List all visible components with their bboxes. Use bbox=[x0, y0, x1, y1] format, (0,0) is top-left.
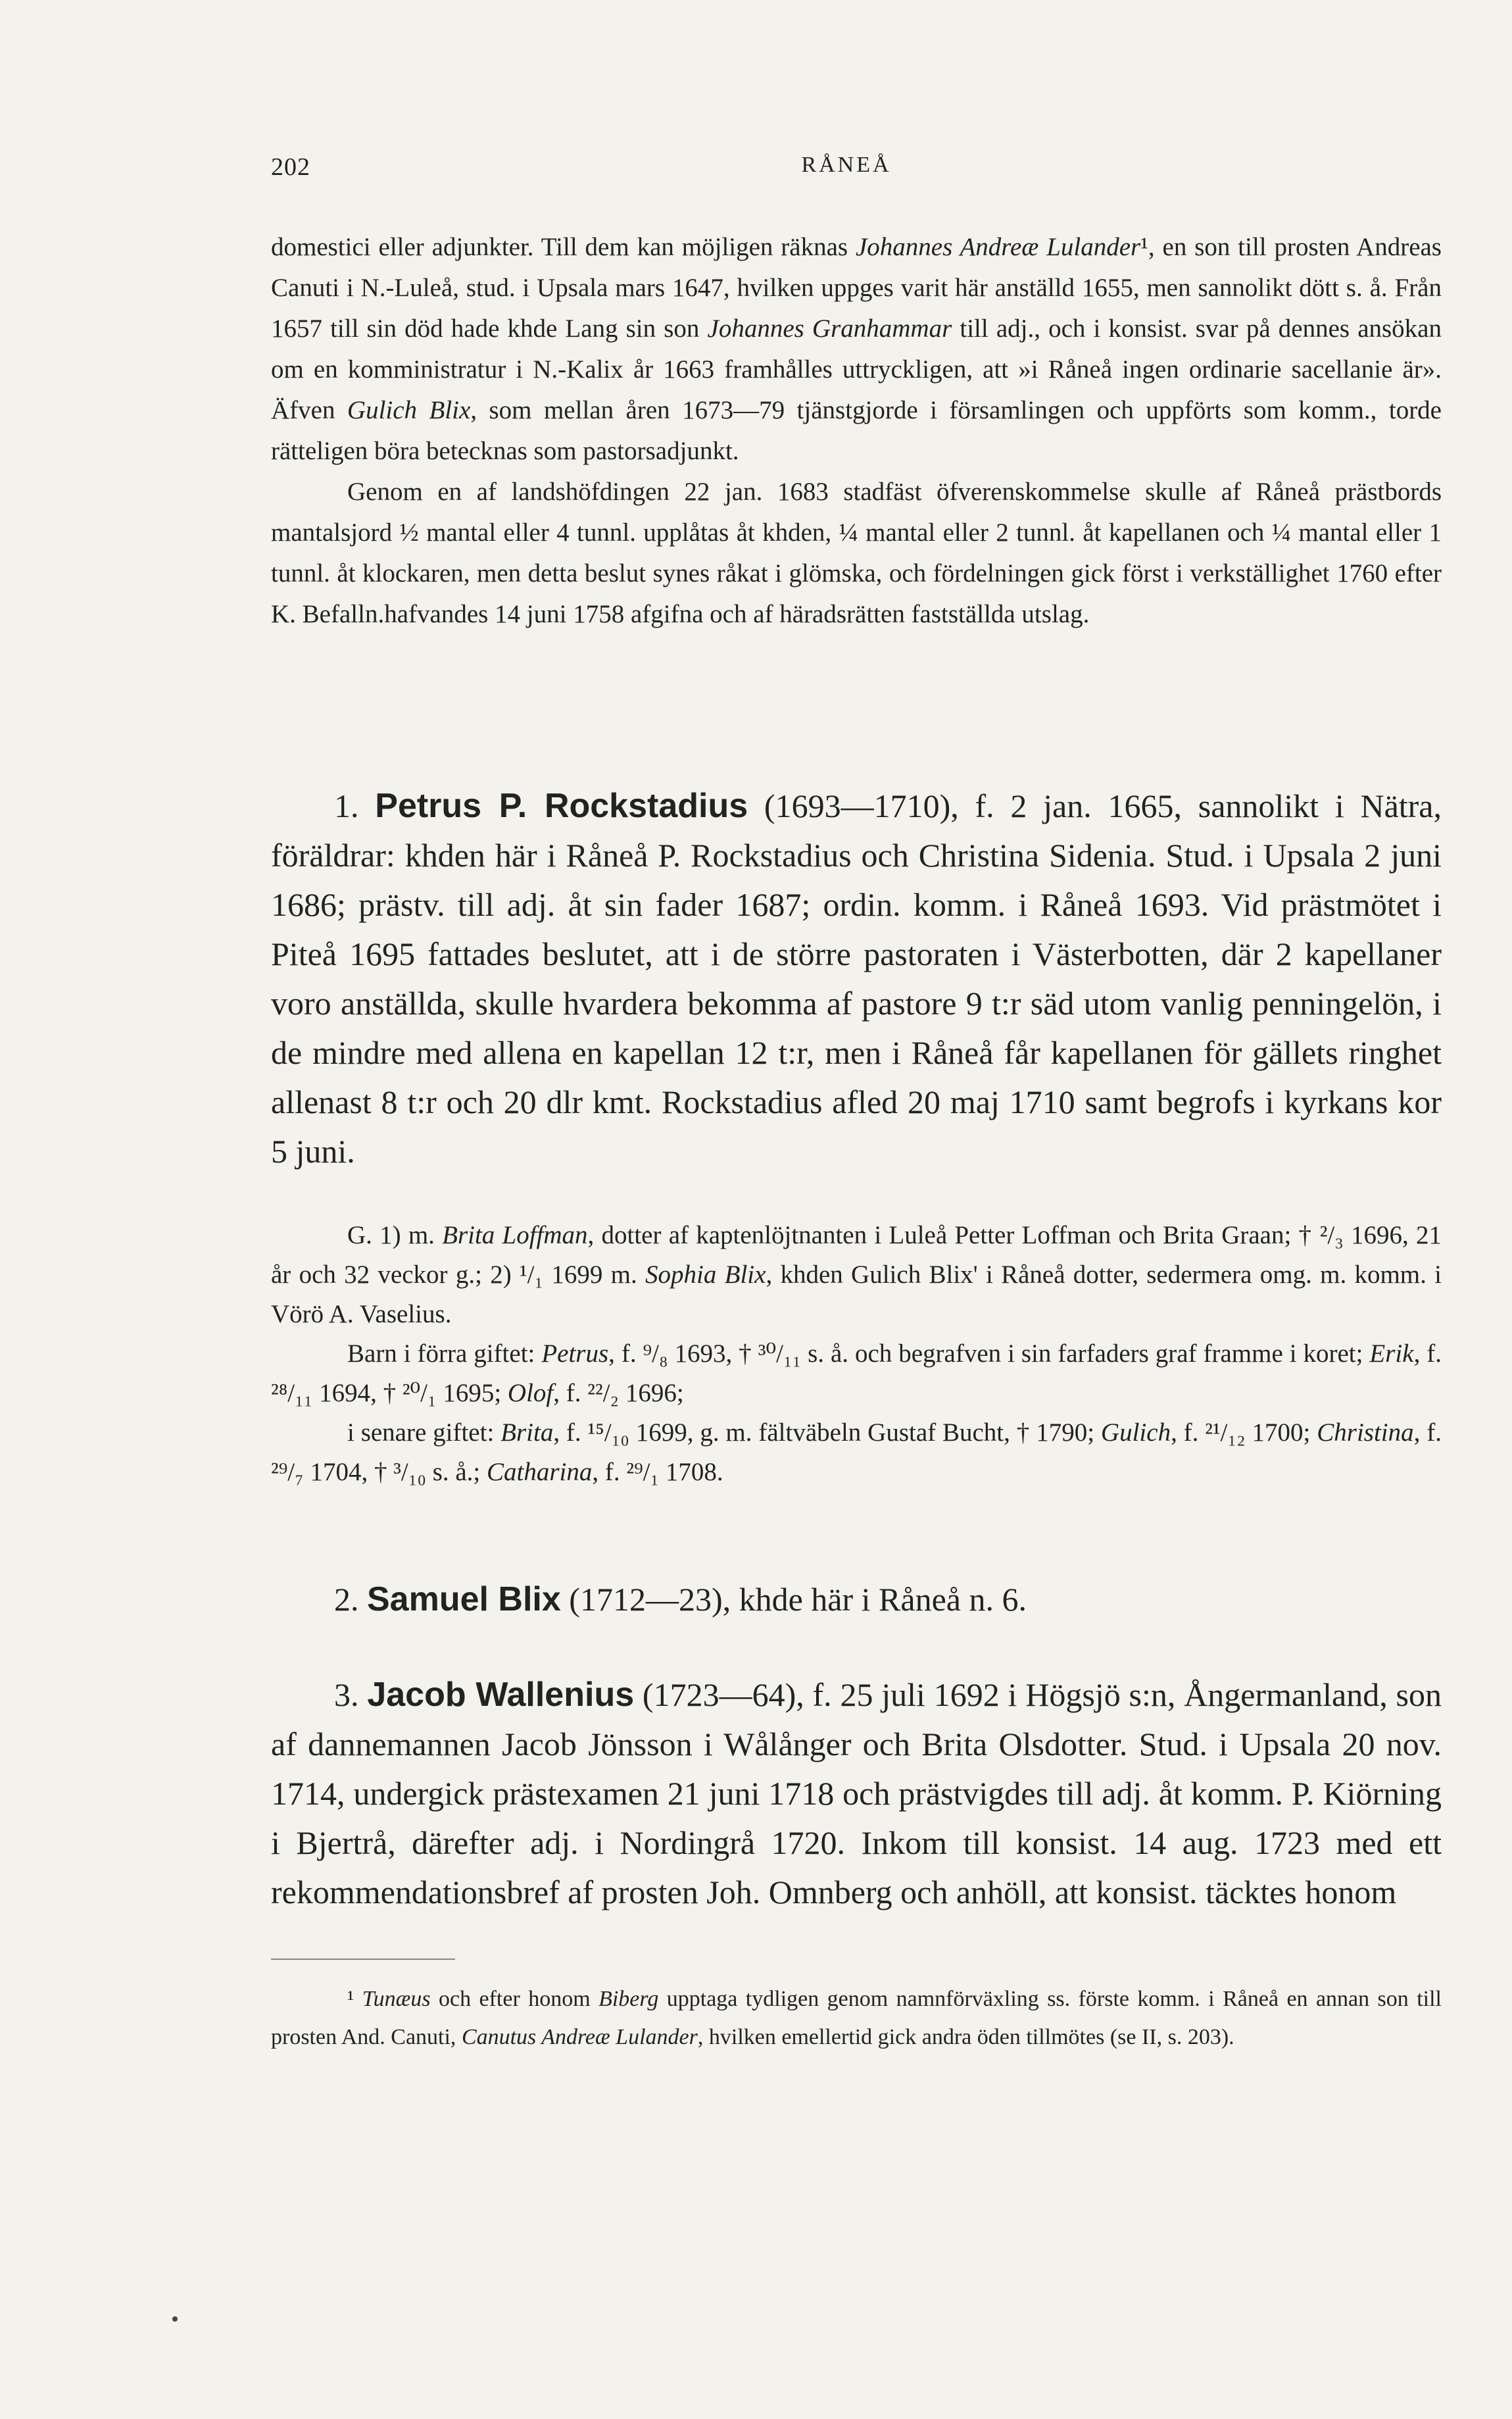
entry-3 bbox=[271, 1670, 1442, 1917]
entry-number: 3. bbox=[334, 1676, 359, 1713]
children-second-marriage: i senare giftet: Brita, f. ¹⁵/₁₀ 1699, g. m. fältväbeln Gustaf Bucht, † 1790; Gulich, f. ²¹/₁₂ 1700; Christina, f. ²⁹/₇ 1704, † ³/₁₀ s. å.; Catharina, f. ²⁹/₁ 1708. bbox=[271, 1418, 1442, 1486]
entry-number: 1. bbox=[334, 787, 359, 824]
intro-section bbox=[271, 227, 1442, 635]
children-paragraph: Barn i förra giftet: Petrus, f. ⁹/₈ 1693, † ³⁰/₁₁ s. å. och begrafven i sin farfaders graf framme i koret; Erik, f. ²⁸/₁₁ 1694, † ²⁰/₁ 1695; Olof, f. ²²/₂ 1696; bbox=[271, 1339, 1442, 1407]
person-name: Johannes Granhammar bbox=[707, 314, 952, 343]
entry-name: Jacob Wallenius bbox=[367, 1676, 635, 1714]
entry-1 bbox=[271, 782, 1442, 1176]
entry-number: 2. bbox=[334, 1581, 359, 1618]
intro-paragraph-1: domestici eller adjunkter. Till dem kan möjligen räknas Johannes Andreæ Lulander¹, en son till prosten Andreas Canuti i N.-Luleå, stud. i Upsala mars 1647, hvilken uppges varit här anställd 1655, men sannolikt dött s. å. Från 1657 till sin död hade khde Lang sin son Johannes Granhammar till adj., och i konsist. svar på dennes ansökan om en komministratur i N.-Kalix år 1663 framhålles uttryckligen, att »i Råneå ingen ordinarie sacellanie är». Äfven Gulich Blix, som mellan åren 1673—79 tjänstgjorde i församlingen och uppförts som komm., torde rätteligen böra betecknas som pastorsadjunkt. bbox=[271, 233, 1442, 465]
person-name: Gulich Blix bbox=[347, 396, 471, 424]
running-head: RÅNEÅ bbox=[801, 153, 892, 177]
entry-text: (1693—1710), f. 2 jan. 1665, sannolikt i Nätra, föräldrar: khden här i Råneå P. Rockstadius och Christina Sidenia. Stud. i Upsala 2 juni 1686; prästv. till adj. åt sin fader 1687; ordin. komm. i Råneå 1693. Vid prästmötet i Piteå 1695 fattades beslutet, att i de större pastoraten i Västerbotten, där 2 kapellaner voro anställda, skulle hvardera bekomma af pastore 9 t:r säd utom vanlig penningelön, i de mindre med allena en kapellan 12 t:r, men i Råneå får kapellanen för gällets ringhet allenast 8 t:r och 20 dlr kmt. Rockstadius afled 20 maj 1710 samt begrofs i kyrkans kor 5 juni. bbox=[271, 787, 1442, 1170]
entry-text: (1712—23), khde här i Råneå n. 6. bbox=[560, 1581, 1027, 1618]
footnote-rule bbox=[271, 1958, 455, 1960]
footnote: ¹ Tunæus och efter honom Biberg upptaga tydligen genom namnförväxling ss. förste komm. i Råneå en annan son till prosten And. Canuti, Canutus Andreæ Lulander, hvilken emellertid gick andra öden tillmötes (se II, s. 203). bbox=[271, 1987, 1442, 2049]
entry-text: (1723—64), f. 25 juli 1692 i Högsjö s:n, Ångermanland, son af dannemannen Jacob Jönsson i Wålånger och Brita Olsdotter. Stud. i Upsala 20 nov. 1714, undergick prästexamen 21 juni 1718 och prästvigdes till adj. åt komm. P. Kiörning i Bjertrå, därefter adj. i Nordingrå 1720. Inkom till konsist. 14 aug. 1723 med ett rekommendationsbref af prosten Joh. Omnberg och anhöll, att konsist. täcktes honom bbox=[271, 1676, 1442, 1910]
margin-mark bbox=[172, 2316, 178, 2322]
entry-2 bbox=[271, 1575, 1442, 1624]
intro-paragraph-2: Genom en af landshöfdingen 22 jan. 1683 stadfäst öfverenskommelse skulle af Råneå prästbords mantalsjord ½ mantal eller 4 tunnl. upplåtas åt khden, ¼ mantal eller 2 tunnl. åt kapellanen och ¼ mantal eller 1 tunnl. åt klockaren, men detta beslut synes råkat i glömska, och fördelningen gick först i verkställighet 1760 efter K. Befalln.hafvandes 14 juni 1758 afgifna och af häradsrätten fastställda utslag. bbox=[271, 478, 1442, 628]
marriage-paragraph: G. 1) m. Brita Loffman, dotter af kaptenlöjtnanten i Luleå Petter Loffman och Brita Graan; † ²/₃ 1696, 21 år och 32 veckor g.; 2) ¹/₁ 1699 m. Sophia Blix, khden Gulich Blix' i Råneå dotter, sedermera omg. m. komm. i Vörö A. Vaselius. bbox=[271, 1221, 1442, 1328]
entry-1-genealogy bbox=[271, 1216, 1442, 1492]
page-header bbox=[271, 153, 1422, 192]
person-name: Johannes Andreæ Lulander bbox=[855, 233, 1141, 261]
page-number: 202 bbox=[271, 153, 310, 181]
entry-name: Samuel Blix bbox=[367, 1580, 561, 1618]
entry-name: Petrus P. Rockstadius bbox=[375, 787, 748, 825]
